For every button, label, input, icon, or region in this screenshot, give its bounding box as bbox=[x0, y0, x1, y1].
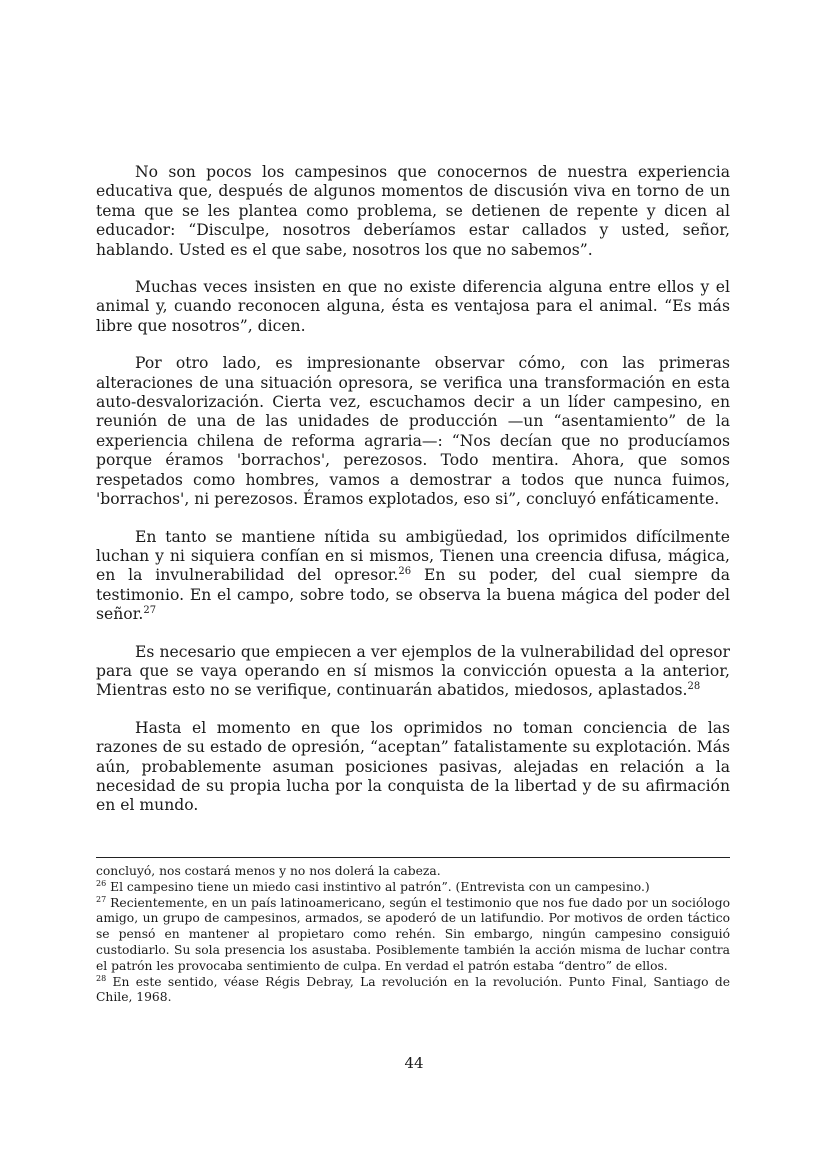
footnote-number: 26 bbox=[96, 878, 107, 888]
paragraph-3: Por otro lado, es impresionante observar cómo, con las primeras alteraciones de una situación opresora, se verifica una transformación en esta auto-desvalorización. Cierta vez, escuchamos decir a un líder campesino, en reunión de una de las unidades de producción —un “asentamiento” de la experiencia chilena de reforma agraria—: “Nos decían que no producíamos porque éramos 'borrachos', perezosos. Todo mentira. Ahora, que somos respetados como hombres, vamos a demostrar a todos que nunca fuimos, 'borrachos', ni perezosos. Éramos explotados, eso si”, concluyó enfáticamente. bbox=[96, 354, 730, 509]
footnote-text: En este sentido, véase Régis Debray, La revolución en la revolución. Punto Final, Santiago de Chile, 1968. bbox=[96, 974, 730, 1005]
footnote-ref-27: 27 bbox=[143, 604, 157, 616]
footnote-continuation: concluyó, nos costará menos y no nos dolerá la cabeza. bbox=[96, 864, 441, 878]
paragraph-6: Hasta el momento en que los oprimidos no toman conciencia de las razones de su estado de opresión, “aceptan” fatalistamente su explotación. Más aún, probablemente asuman posiciones pasivas, alejadas en relación a la necesidad de su propia lucha por la conquista de la libertad y de su afirmación en el mundo. bbox=[96, 718, 730, 815]
footnote-28 bbox=[96, 975, 730, 1007]
footnote-26 bbox=[96, 880, 730, 896]
paragraph-2: Muchas veces insisten en que no existe diferencia alguna entre ellos y el animal y, cuando reconocen alguna, ésta es ventajosa para el animal. “Es más libre que nosotros”, dicen. bbox=[96, 278, 730, 335]
paragraph-1: No son pocos los campesinos que conocernos de nuestra experiencia educativa que, después de algunos momentos de discusión viva en torno de un tema que se les plantea como problema, se detienen de repente y dicen al educador: “Disculpe, nosotros deberíamos estar callados y usted, señor, hablando. Usted es el que sabe, nosotros los que no sabemos”. bbox=[96, 163, 730, 259]
paragraph-5 bbox=[96, 643, 730, 701]
footnote-27 bbox=[96, 896, 730, 975]
footnote-text: El campesino tiene un miedo casi instintivo al patrón”. (Entrevista con un campesino.) bbox=[106, 879, 650, 894]
footnote-number: 28 bbox=[96, 973, 107, 983]
paragraph-4 bbox=[96, 528, 730, 625]
footnote-ref-26: 26 bbox=[398, 566, 412, 578]
footnote-ref-28: 28 bbox=[687, 681, 701, 693]
footnote-text: Recientemente, en un país latinoamericano, según el testimonio que nos fue dado por un sociólogo amigo, un grupo de campesinos, armados, se apoderó de un latifundio. Por motivos de orden táctico se pensó en mantener al propietaro como rehén. Sin embargo, ningún campesino consiguió custodiarlo. Su sola presencia los asustaba. Posiblemente también la acción misma de luchar contra el patrón les provocaba sentimiento de culpa. En verdad el patrón estaba “dentro” de ellos. bbox=[96, 895, 730, 973]
paragraph-4-text-a: En tanto se mantiene nítida su ambigüedad, los oprimidos difícilmente luchan y ni siquiera confían en si mismos, Tienen una creencia difusa, mágica, en la invulnerabilidad del opresor. bbox=[96, 527, 730, 585]
paragraph-5-text: Es necesario que empiecen a ver ejemplos de la vulnerabilidad del opresor para que se vaya operando en sí mismos la convicción opuesta a la anterior, Mientras esto no se verifique, continuarán abatidos, miedosos, aplastados. bbox=[96, 642, 730, 700]
page-number: 44 bbox=[404, 1054, 424, 1072]
footnotes bbox=[96, 864, 730, 1006]
paragraph-4-text-b: En su poder, del cual siempre da testimonio. En el campo, sobre todo, se observa la buena mágica del poder del señor. bbox=[96, 566, 731, 624]
body-text bbox=[96, 163, 730, 834]
footnote-divider bbox=[96, 857, 730, 858]
footnote-number: 27 bbox=[96, 894, 107, 904]
